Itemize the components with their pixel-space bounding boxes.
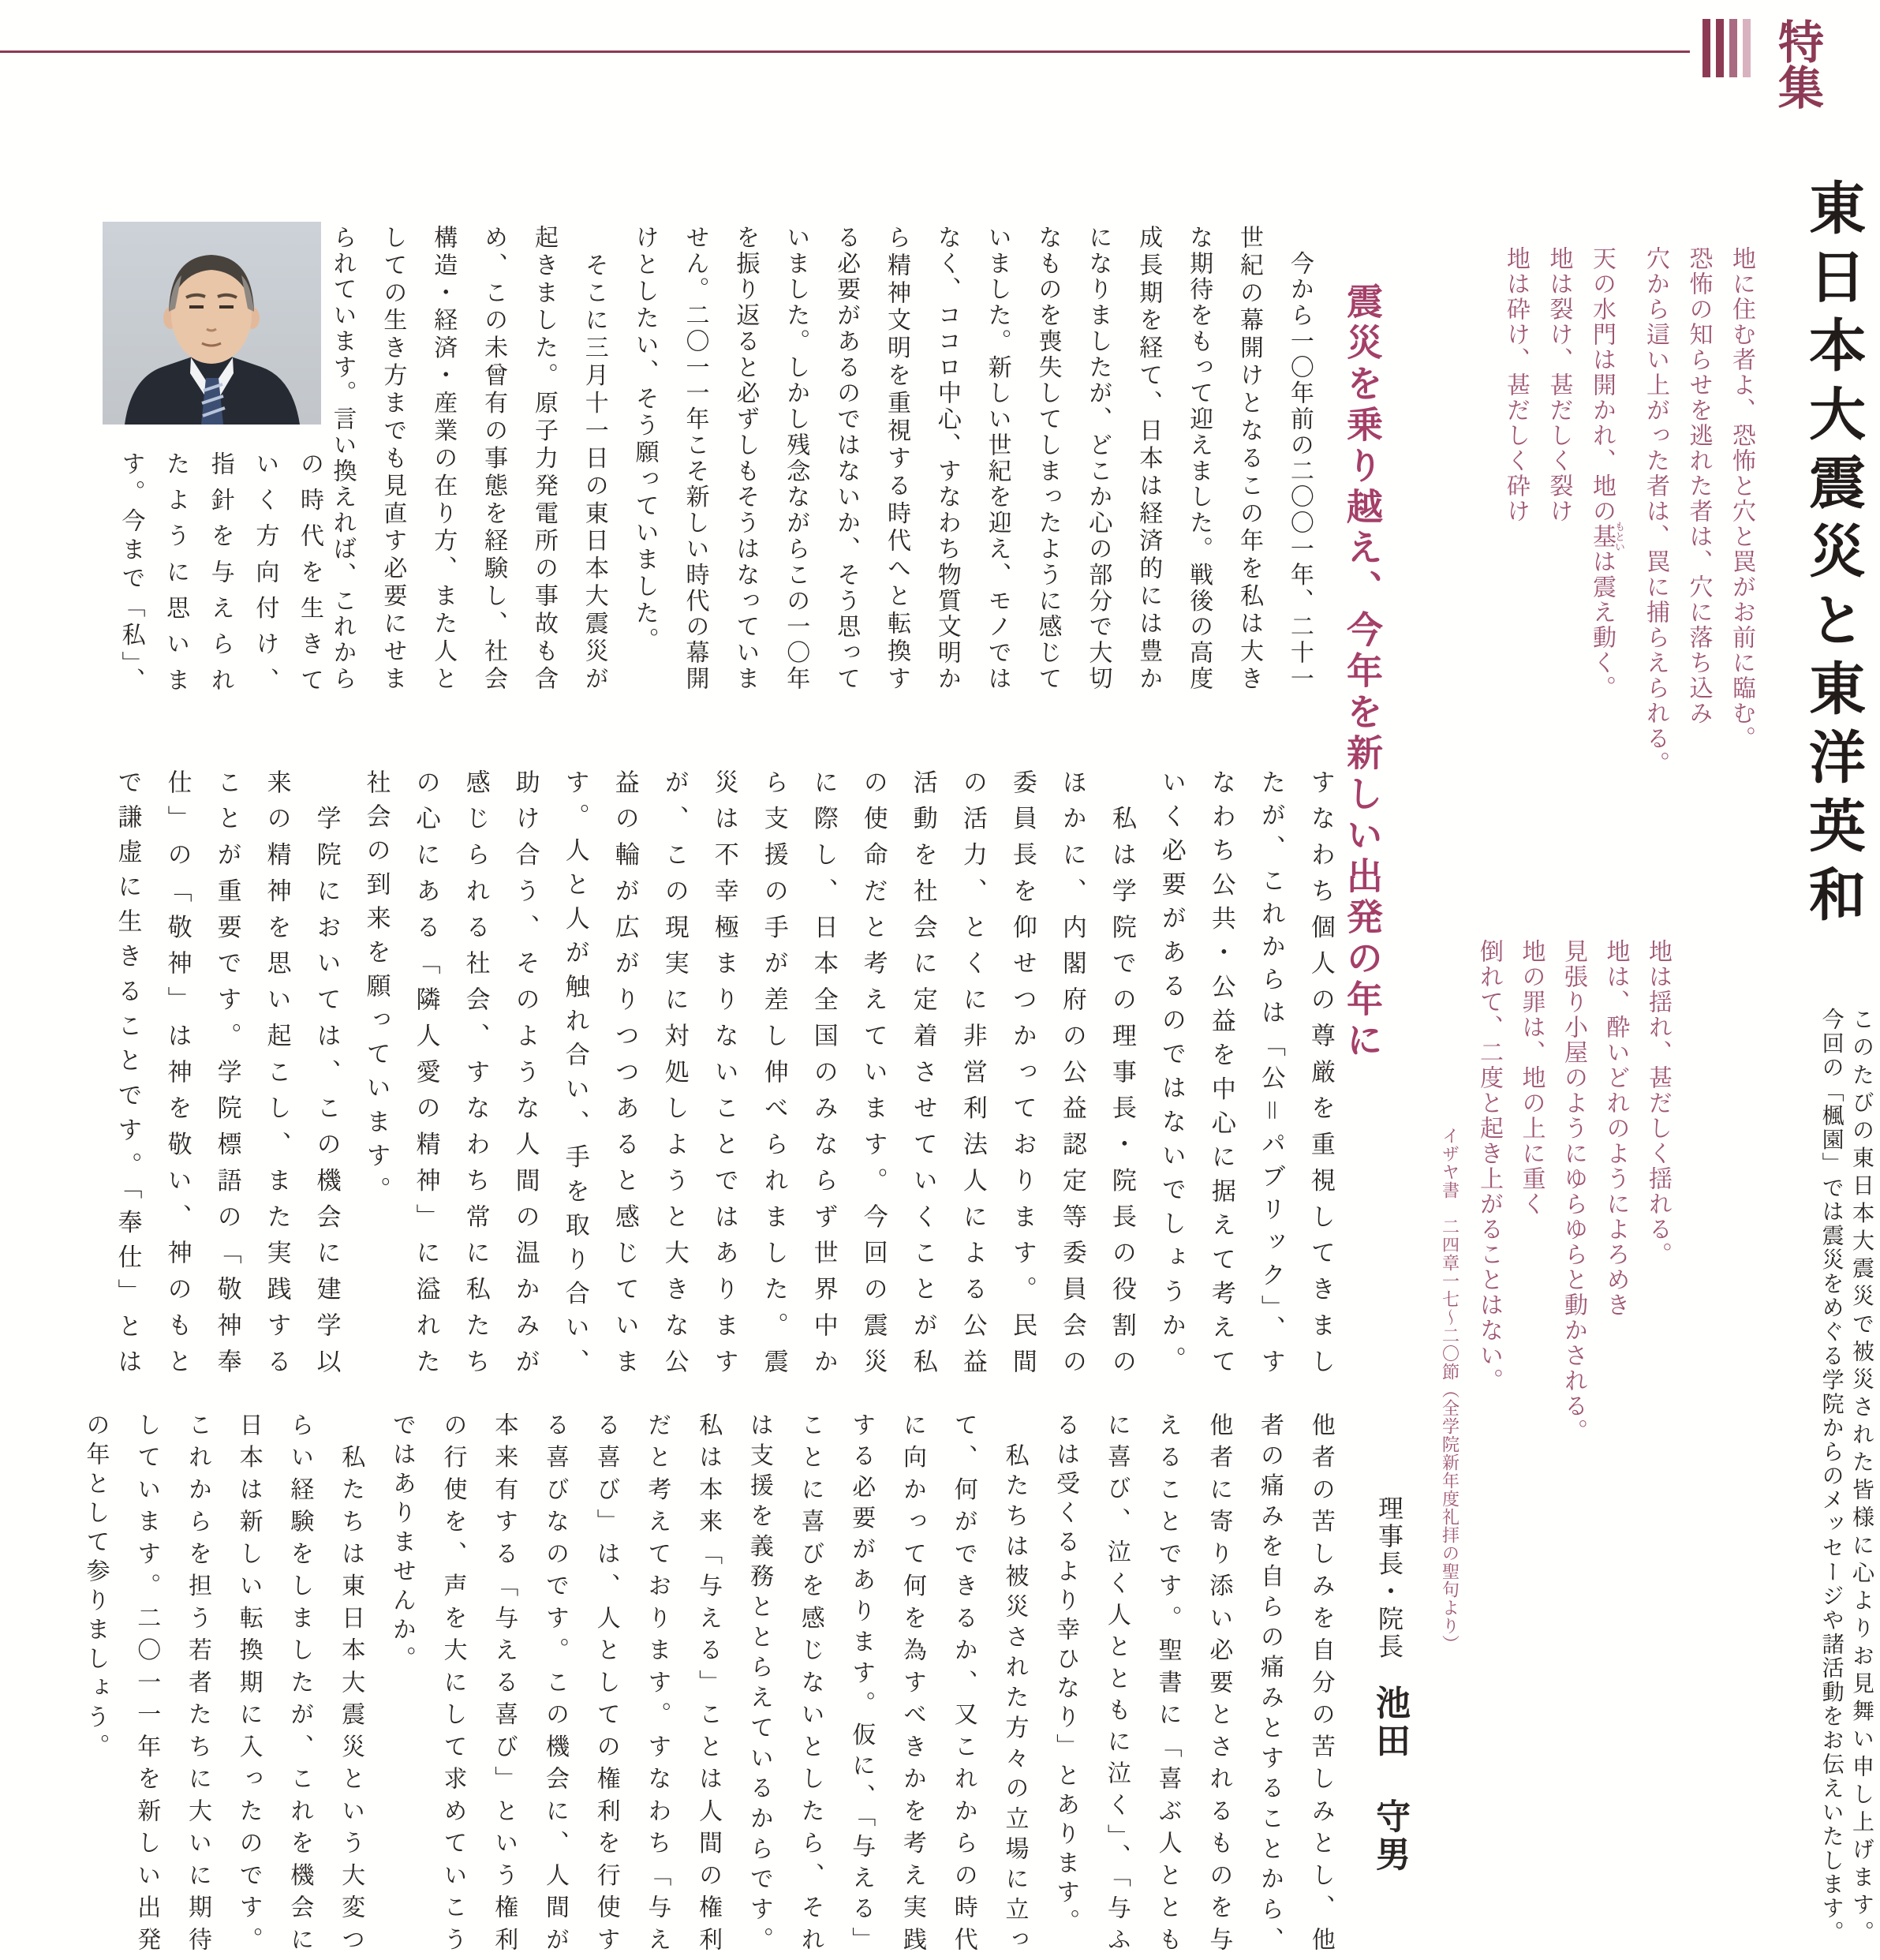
text-column: 委員長を仰せつかっております。民間 — [1008, 769, 1037, 1378]
scripture-line: 恐怖の知らせを逃れた者は、穴に落ち込み — [1685, 246, 1712, 726]
text-column: が、この現実に対処しようと大きな公 — [660, 769, 689, 1378]
header-bar-icon — [1729, 19, 1737, 77]
text-column: せん。二〇一一年こそ新しい時代の幕開 — [682, 225, 708, 690]
scripture-line: 地の罪は、地の上に重く — [1518, 939, 1545, 1217]
text-column: ら支援の手が差し伸べられました。震 — [760, 769, 788, 1378]
article-band-3 — [83, 1412, 1333, 1955]
text-column: で謙虚に生きることです。「奉仕」とは — [114, 769, 142, 1378]
text-column: られています。言い換えれば、これから — [329, 225, 356, 690]
text-column: は支援を義務ととらえているからです。 — [746, 1412, 772, 1955]
text-column: 益の輪が広がりつつあると感じていま — [611, 769, 639, 1378]
text-column: に喜び、泣く人とともに泣く」、「与ふ — [1103, 1412, 1130, 1955]
text-column: すなわち個人の尊厳を重視してきまし — [1306, 769, 1335, 1378]
scripture-line: 倒れて、二度と起き上がることはない。 — [1476, 939, 1502, 1393]
text-column: 感じられる社会、すなわち常に私たち — [462, 769, 490, 1378]
text-column: いました。新しい世紀を迎え、モノでは — [984, 225, 1011, 690]
text-column: たように思いま — [163, 451, 189, 694]
header-bars-icon — [1702, 19, 1751, 77]
text-column: 学院においては、この機会に建学以 — [312, 769, 341, 1378]
scripture-citation: イザヤ書 二四章一七～二〇節（全学院新年度礼拝の聖句より） — [1440, 1127, 1460, 1653]
text-column: 仕」の「敬神」は神を敬い、神のもと — [163, 769, 192, 1378]
text-column: らい経験をしましたが、これを機会に — [286, 1412, 313, 1955]
text-column: なわち公共・公益を中心に据えて考えて — [1207, 769, 1235, 1378]
text-column: なものを喪失してしまったように感じて — [1034, 225, 1061, 690]
text-column: る喜び」は、人としての権利を行使す — [592, 1412, 619, 1955]
text-column: 来の精神を思い起こし、また実践する — [263, 769, 291, 1378]
text-column: め、この未曾有の事態を経験し、社会 — [480, 225, 507, 690]
text-column: 日本は新しい転換期に入ったのです。 — [235, 1412, 262, 1955]
article-band-2 — [114, 769, 1333, 1378]
text-column: だと考えております。すなわち「与え — [644, 1412, 671, 1955]
text-column: す。今まで「私」、 — [118, 451, 144, 694]
header-bar-icon — [1716, 19, 1724, 77]
text-column: の行使を、声を大にして求めていこう — [439, 1412, 466, 1955]
text-column: 成長期を経て、日本は経済的には豊か — [1135, 225, 1162, 690]
text-column: えることです。聖書に「喜ぶ人ととも — [1154, 1412, 1181, 1955]
text-column: の心にある「隣人愛の精神」に溢れた — [412, 769, 440, 1378]
scripture-line: 天の水門は開かれ、地の基もといは震え動く。 — [1589, 246, 1625, 701]
text-column: 私たちは被災された方々の立場に立っ — [1001, 1412, 1028, 1955]
text-column: 本来有する「与える喜び」という権利 — [491, 1412, 518, 1955]
text-column: になりましたが、どこか心の部分で大切 — [1085, 225, 1112, 690]
page-title: 東日本大震災と東洋英和 — [1800, 178, 1863, 933]
text-column: 構造・経済・産業の在り方、また人と — [430, 225, 457, 690]
text-column: いました。しかし残念ながらこの一〇年 — [783, 225, 809, 690]
scripture-line: 地は、酔いどれのようによろめき — [1602, 939, 1629, 1318]
article-band-1-side — [118, 451, 322, 694]
byline-title: 理事長・院長 — [1375, 1495, 1403, 1661]
header-rule — [0, 50, 1690, 53]
portrait-photo — [103, 222, 321, 425]
text-column: 起きました。原子力発電所の事故も含 — [530, 225, 557, 690]
text-column: す。人と人が触れ合い、手を取り合い、 — [561, 769, 589, 1378]
scripture-line: 地に住む者よ、恐怖と穴と罠がお前に臨む。 — [1729, 246, 1755, 751]
text-column: ら精神文明を重視する時代へと転換す — [883, 225, 910, 690]
byline — [1370, 1495, 1408, 1874]
text-column: 活動を社会に定着させていくことが私 — [909, 769, 937, 1378]
text-column: に向かって何を為すべきかを考え実践 — [899, 1412, 925, 1955]
lead-line: このたびの東日本大震災で被災された皆様に心よりお見舞い申し上げます。 — [1850, 1008, 1874, 1943]
text-column: るは受くるより幸ひなり」とあります。 — [1052, 1412, 1079, 1938]
text-column: 他者に寄り添い必要とされるものを与 — [1205, 1412, 1232, 1955]
text-column: 今から一〇年前の二〇〇一年、二十一 — [1286, 225, 1313, 690]
lead-line: 今回の「楓園」では震災をめぐる学院からのメッセージや諸活動をお伝えいたします。 — [1819, 1008, 1844, 1943]
text-column: 世紀の幕開けとなるこの年を私は大き — [1235, 225, 1262, 690]
byline-name: 池田 守男 — [1370, 1685, 1409, 1874]
text-column: 助け合う、そのような人間の温かみが — [511, 769, 540, 1378]
text-column: なく、ココロ中心、すなわち物質文明か — [933, 225, 960, 690]
text-column: て、何ができるか、又これからの時代 — [950, 1412, 977, 1955]
text-column: けとしたい、そう願っていました。 — [631, 225, 658, 654]
text-column: 指針を与えられ — [207, 451, 234, 694]
text-column: ではありませんか。 — [388, 1412, 415, 1675]
header-bar-icon — [1702, 19, 1710, 77]
text-column: 者の痛みを自らの痛みとすることから、 — [1257, 1412, 1284, 1955]
ruby-annotation: 基もとい — [1589, 521, 1625, 552]
text-column: しています。二〇一一年を新しい出発 — [133, 1412, 160, 1955]
text-column: を振り返ると必ずしもそうはなっていま — [732, 225, 759, 690]
article-headline: 震災を乗り越え、今年を新しい出発の年に — [1342, 282, 1382, 1062]
scripture-line: 地は裂け、甚だしく裂け — [1545, 246, 1572, 524]
text-column: の年として参りましょう。 — [82, 1412, 109, 1763]
text-column: これからを担う若者たちに大いに期待 — [184, 1412, 211, 1955]
text-column: 私たちは東日本大震災という大変つ — [338, 1412, 364, 1955]
article-band-1 — [330, 225, 1312, 690]
text-column: する必要があります。仮に、「与える」 — [848, 1412, 875, 1955]
text-column: 私は学院での理事長・院長の役割の — [1108, 769, 1136, 1378]
text-column: 私は本来「与える」ことは人間の権利 — [695, 1412, 722, 1955]
scripture-quote-lower — [1441, 939, 1670, 1870]
text-column: に際し、日本全国のみならず世界中か — [809, 769, 838, 1378]
scripture-line: 穴から這い上がった者は、罠に捕らえられる。 — [1643, 246, 1669, 776]
scripture-quote-upper — [1504, 246, 1755, 799]
header-bar-icon — [1743, 19, 1751, 77]
text-column: 他者の苦しみを自分の苦しみとし、他 — [1307, 1412, 1334, 1955]
scripture-line: 見張り小屋のようにゆらゆらと動かされる。 — [1560, 939, 1587, 1444]
text-column: ことに喜びを感じないとしたら、それ — [797, 1412, 824, 1955]
text-column: ことが重要です。学院標語の「敬神奉 — [213, 769, 241, 1378]
text-column: る喜びなのです。この機会に、人間が — [541, 1412, 568, 1955]
text-column: いく必要があるのではないでしょうか。 — [1157, 769, 1186, 1380]
text-column: そこに三月十一日の東日本大震災が — [581, 225, 607, 690]
text-column: しての生き方までも見直す必要にせま — [379, 225, 406, 690]
text-column: の活力、とくに非営利法人による公益 — [959, 769, 987, 1378]
text-column: る必要があるのではないか、そう思って — [833, 225, 860, 690]
feature-label: 特集 — [1778, 17, 1836, 114]
text-column: たが、これからは「公＝パブリック」、す — [1257, 769, 1285, 1378]
text-column: 社会の到来を願っています。 — [362, 769, 391, 1210]
text-column: いく方向付け、 — [252, 451, 278, 694]
lead-paragraph — [1820, 1008, 1874, 1943]
scripture-line: 地は砕け、甚だしく砕け — [1503, 246, 1529, 524]
text-column: の使命だと考えています。今回の震災 — [859, 769, 888, 1378]
text-column: な期待をもって迎えました。戦後の高度 — [1186, 225, 1213, 690]
text-column: ほかに、内閣府の公益認定等委員会の — [1058, 769, 1086, 1378]
text-column: の時代を生きて — [297, 451, 323, 694]
scripture-line: 地は揺れ、甚だしく揺れる。 — [1645, 939, 1671, 1267]
text-column: 災は不幸極まりないことではあります — [710, 769, 738, 1378]
